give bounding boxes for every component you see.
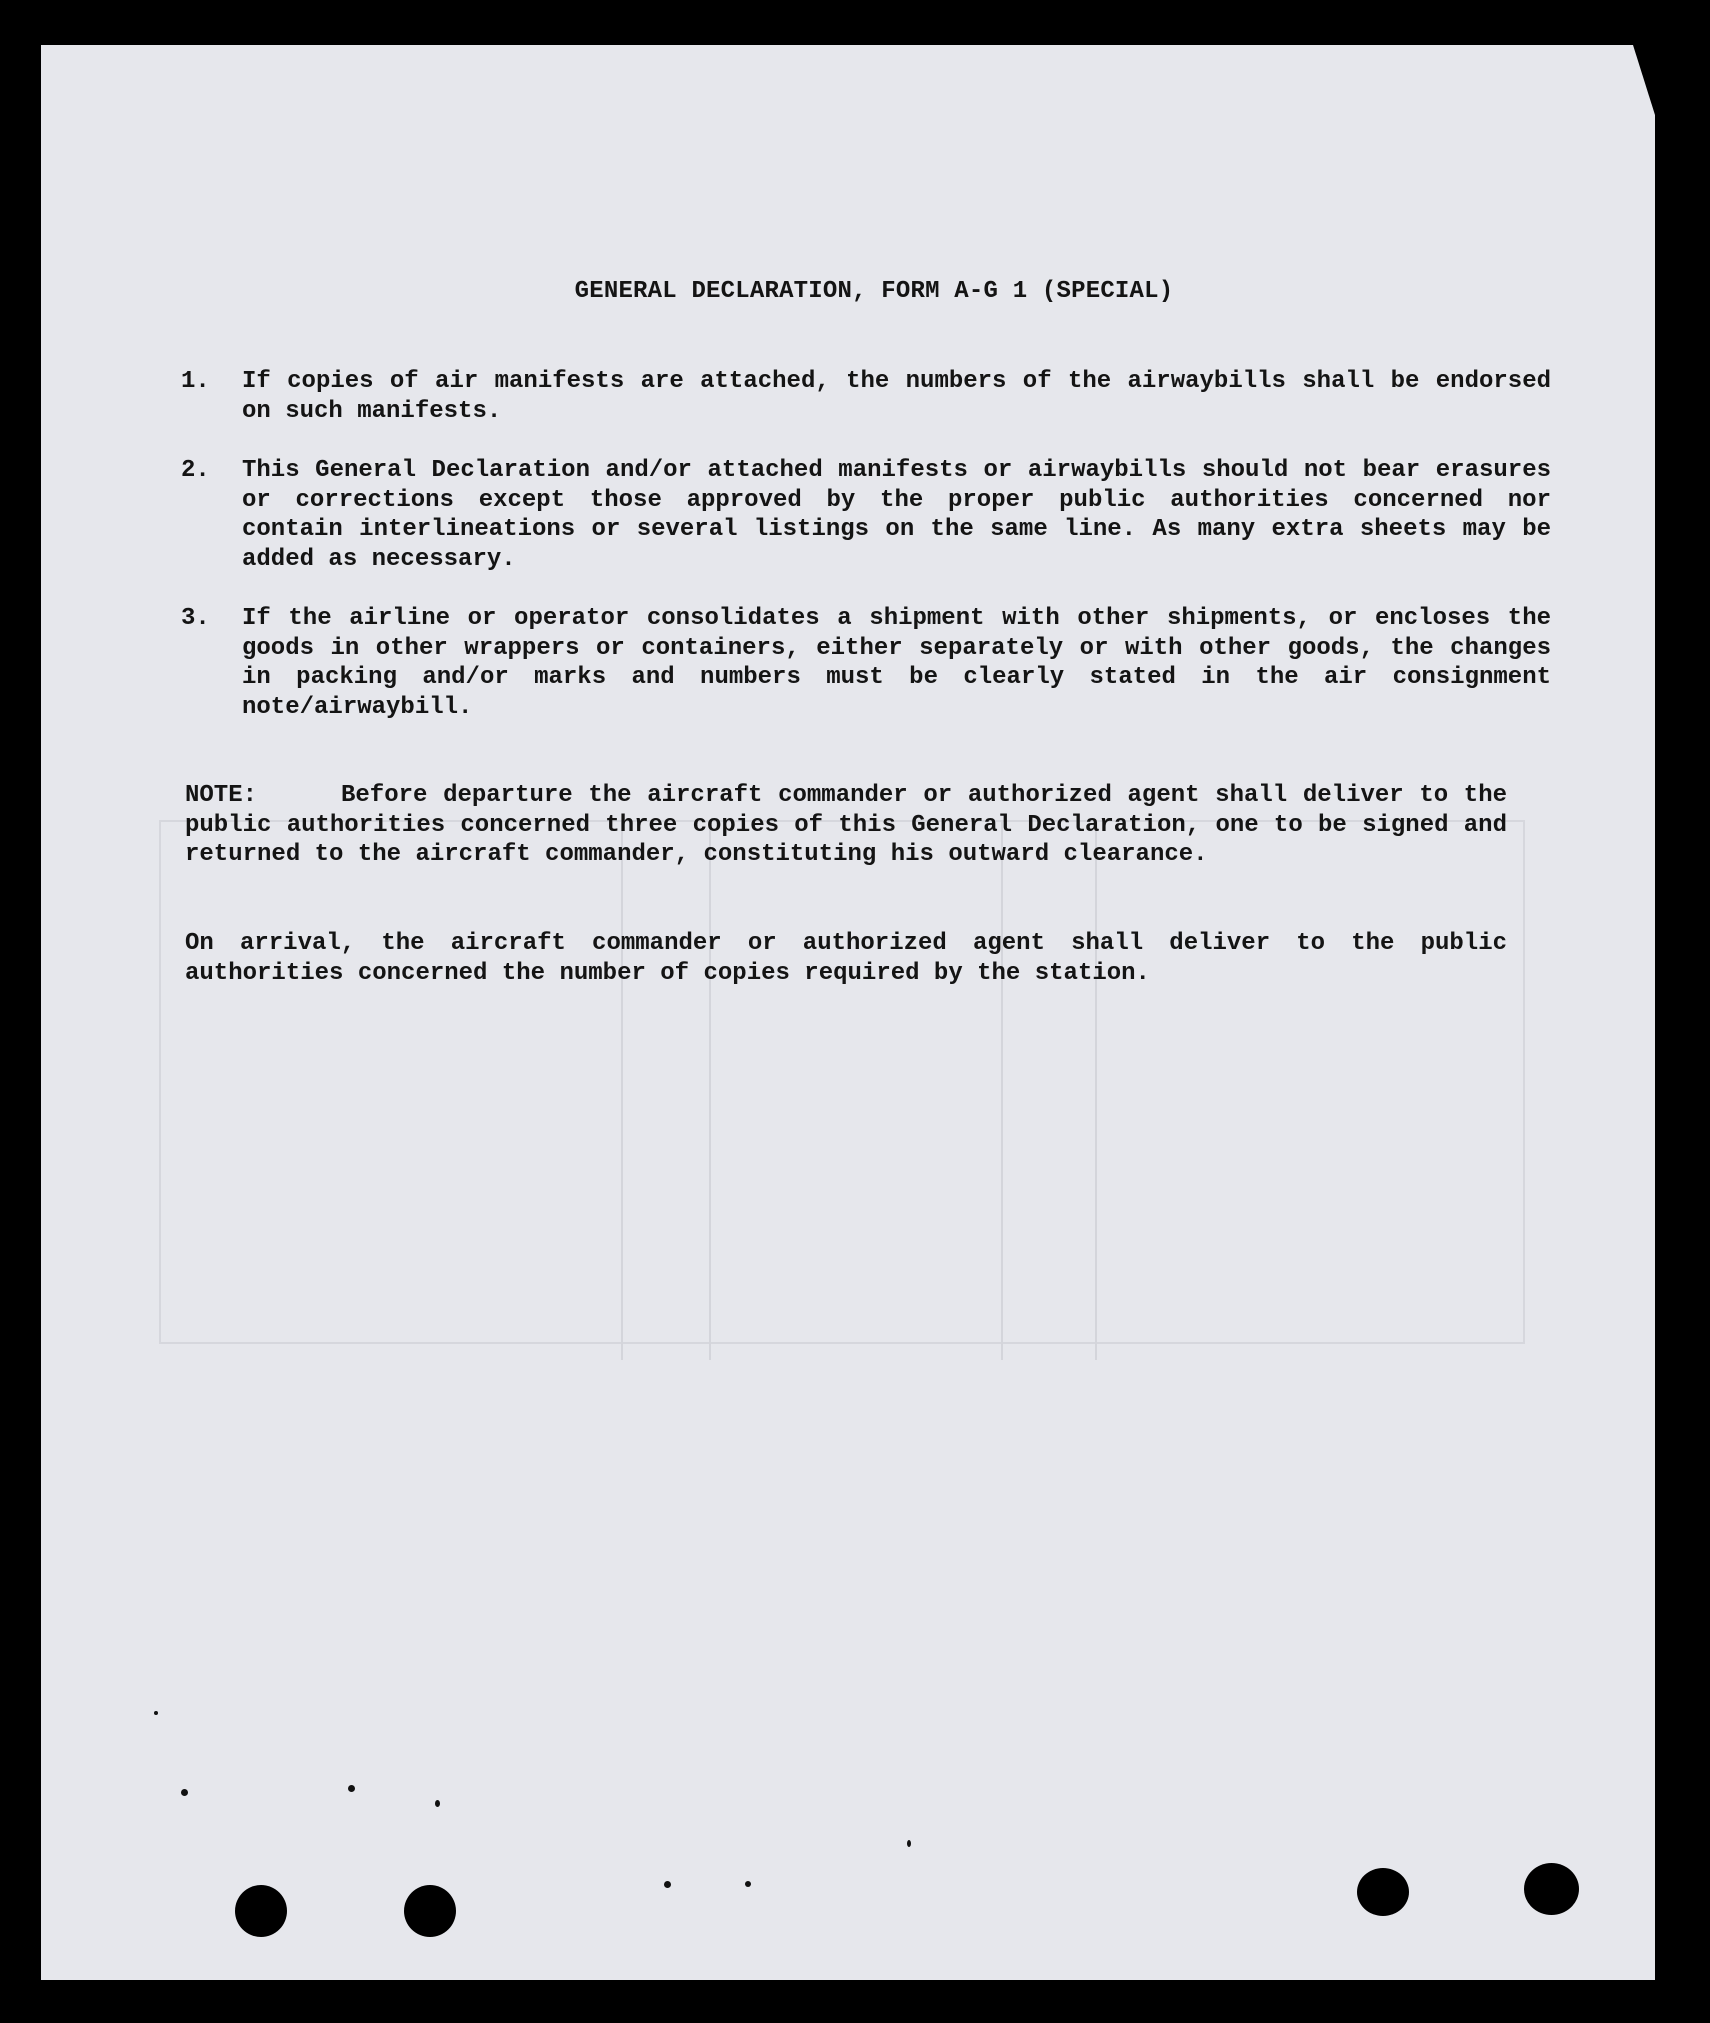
list-item: [181, 456, 1551, 574]
item-number: 2.: [181, 457, 210, 484]
note-paragraph: [185, 781, 1507, 870]
speck: [154, 1711, 158, 1715]
item-text: This General Declaration and/or attached manifests or airwaybills should not bear erasures or corrections except those approved by the proper public authorities concerned nor contain interlineations or several listings on the same line. As many extra sheets may be added as necessary.: [242, 457, 1551, 573]
punch-hole: [404, 1885, 456, 1937]
item-text: If the airline or operator consolidates a shipment with other shipments, or encloses the goods in other wrappers or containers, either separately or with other goods, the changes in packing and/or marks and numbers must be clearly stated in the air consignment note/airwaybill.: [242, 605, 1551, 721]
speck: [435, 1800, 440, 1807]
list-item: [181, 367, 1551, 426]
speck: [348, 1785, 355, 1792]
arrival-paragraph: On arrival, the aircraft commander or authorized agent shall deliver to the public authorities concerned the number of copies required by the station.: [185, 930, 1507, 987]
document-title: GENERAL DECLARATION, FORM A-G 1 (SPECIAL): [574, 278, 1174, 305]
speck: [907, 1840, 911, 1847]
punch-hole: [235, 1885, 287, 1937]
document-body: [41, 45, 1655, 1980]
document-page: [41, 45, 1655, 1980]
punch-hole: [1357, 1868, 1409, 1916]
item-text: If copies of air manifests are attached, the numbers of the airwaybills shall be endorsed on such manifests.: [242, 368, 1551, 425]
item-number: 3.: [181, 605, 210, 632]
speck: [745, 1881, 751, 1887]
speck: [181, 1789, 188, 1796]
list-item: [181, 604, 1551, 722]
note-text: Before departure the aircraft commander or authorized agent shall deliver to the public authorities concerned three copies of this General Declaration, one to be signed and returned to the aircraft commander, constituting his outward clearance.: [185, 782, 1507, 868]
speck: [664, 1881, 671, 1888]
note-label: NOTE:: [185, 782, 258, 809]
item-number: 1.: [181, 368, 210, 395]
punch-hole: [1524, 1863, 1579, 1915]
